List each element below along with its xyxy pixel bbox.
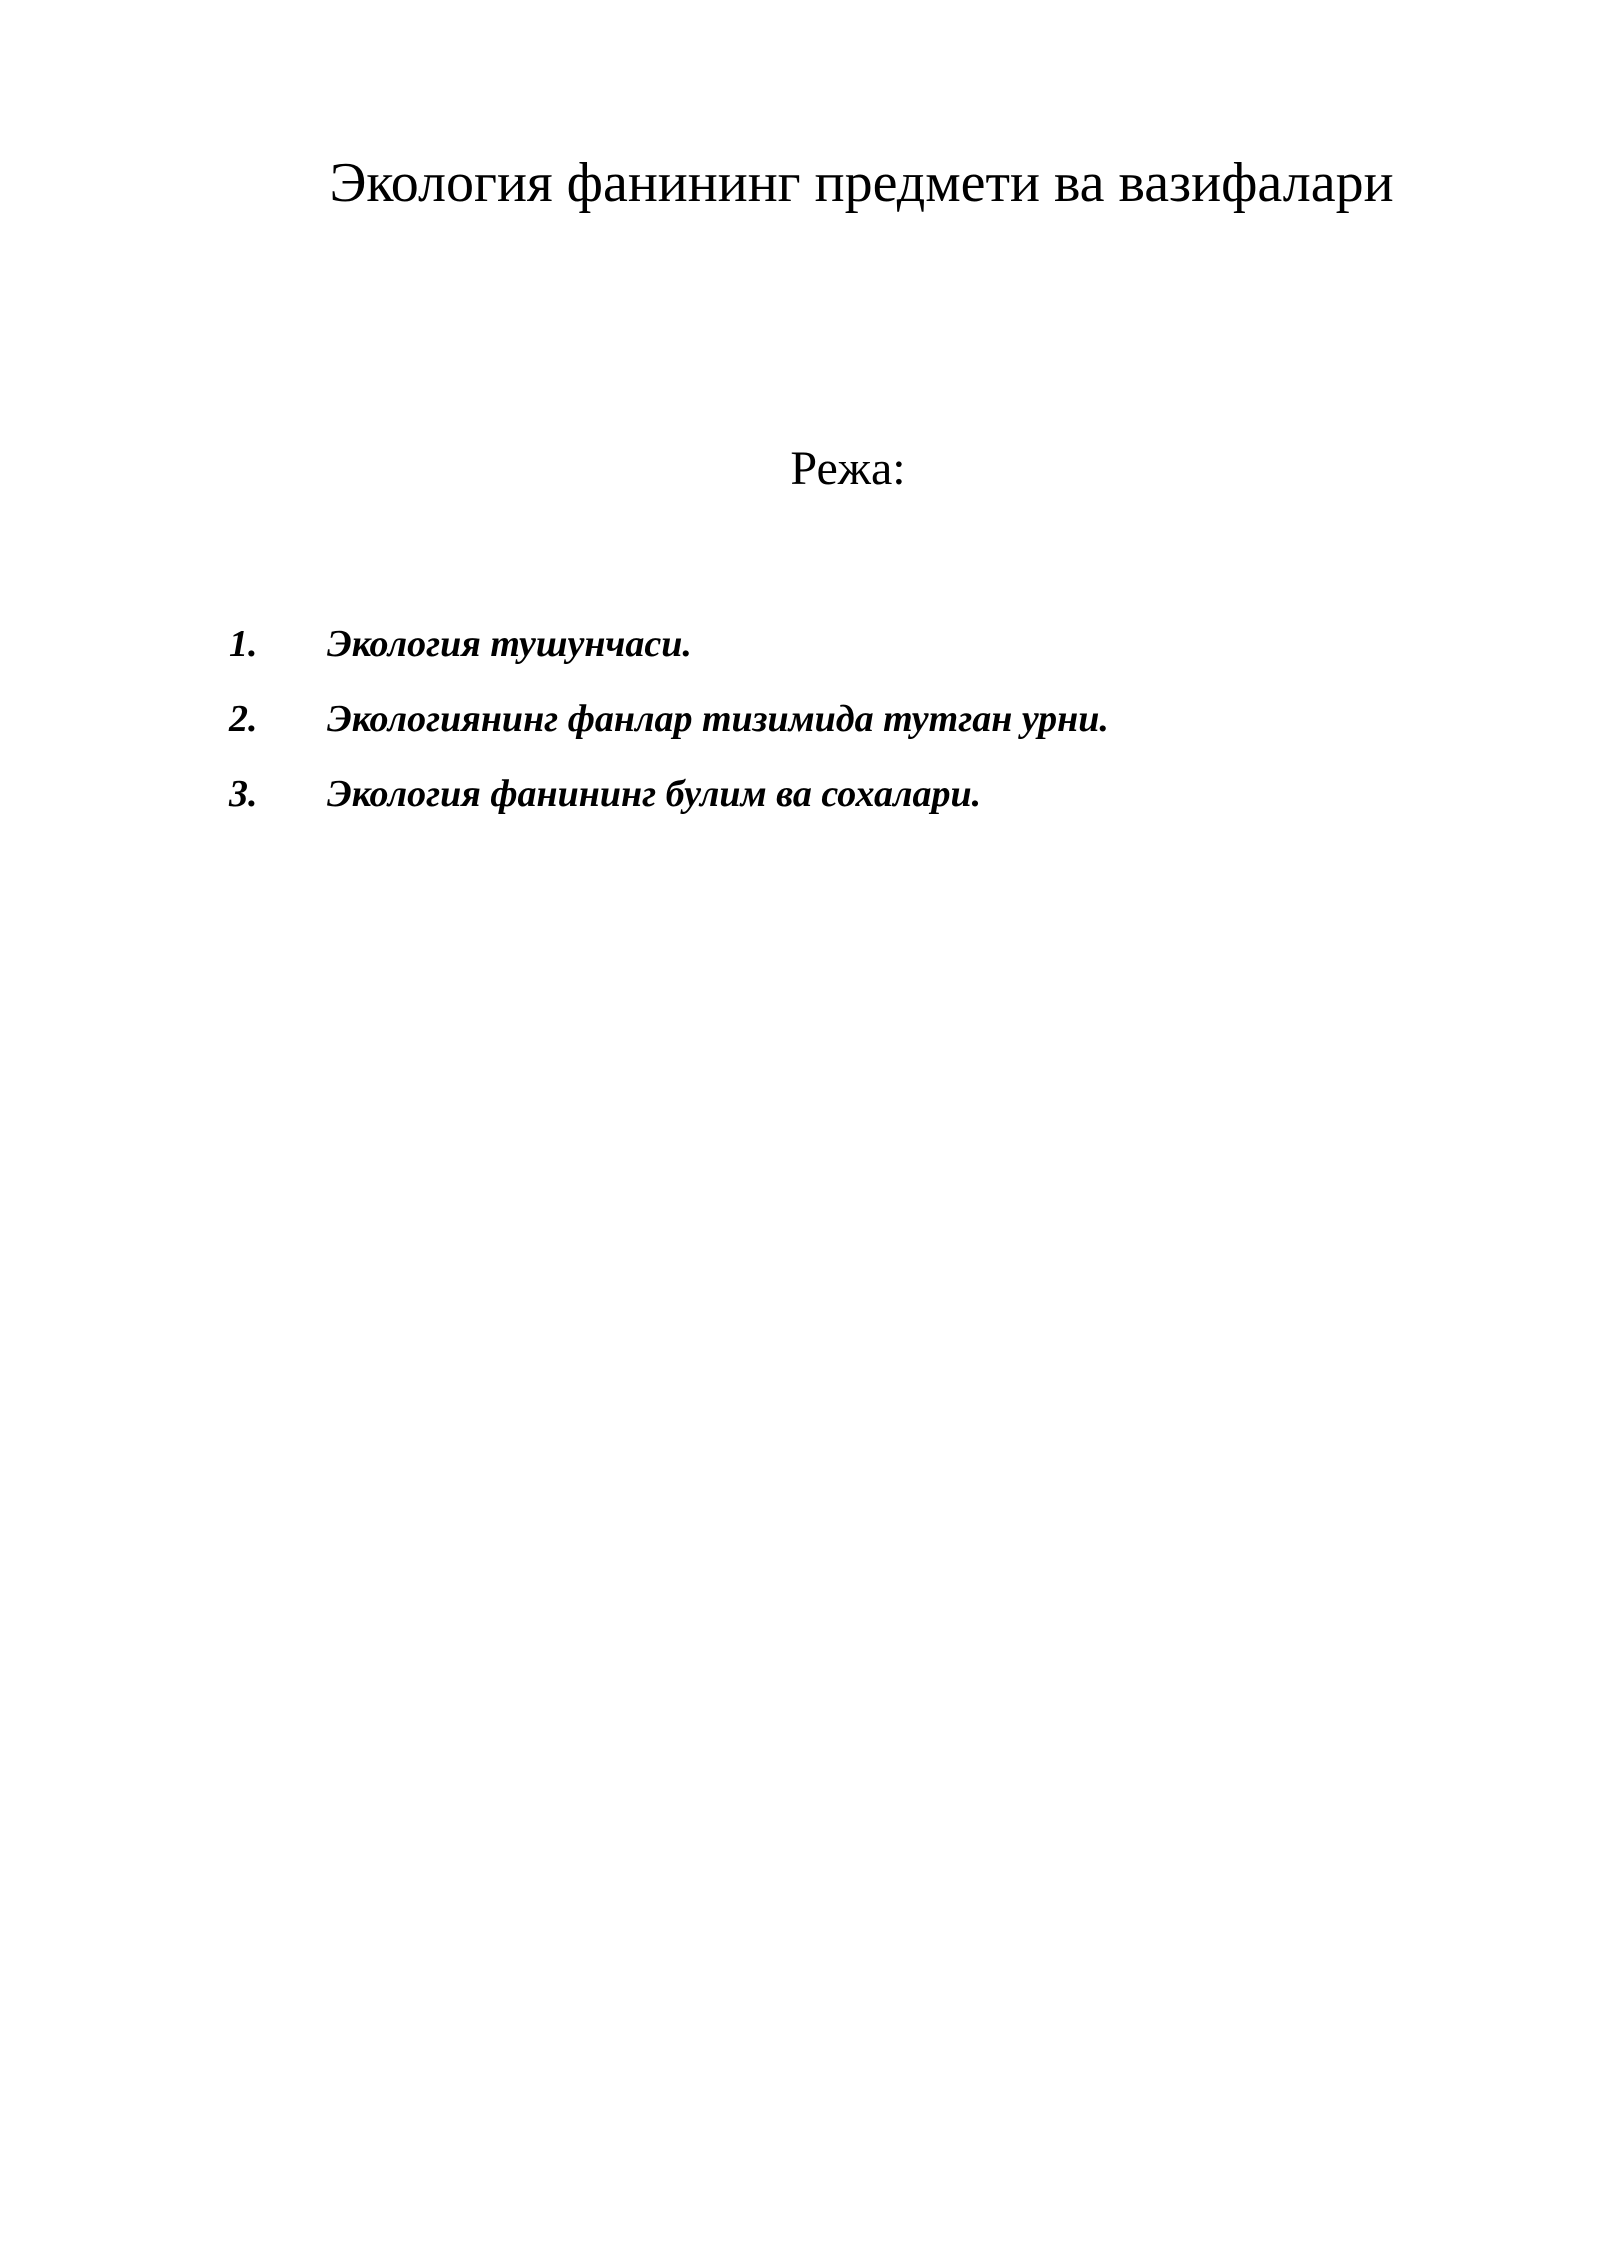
plan-heading: Режа: xyxy=(790,442,906,495)
plan-list xyxy=(0,622,1600,847)
plan-item-text: Экологиянинг фанлар тизимида тутган урни. xyxy=(327,698,1109,740)
plan-item-number: 2. xyxy=(229,698,258,740)
plan-item-number: 3. xyxy=(229,773,258,815)
document-title: Экология фанининг предмети ва вазифалари xyxy=(329,152,1394,214)
plan-item xyxy=(0,622,1600,697)
plan-item-text: Экология тушунчаси. xyxy=(327,623,692,665)
plan-item xyxy=(0,697,1600,772)
plan-item-text: Экология фанининг булим ва сохалари. xyxy=(327,773,982,815)
plan-item-number: 1. xyxy=(229,623,258,665)
plan-item xyxy=(0,772,1600,847)
